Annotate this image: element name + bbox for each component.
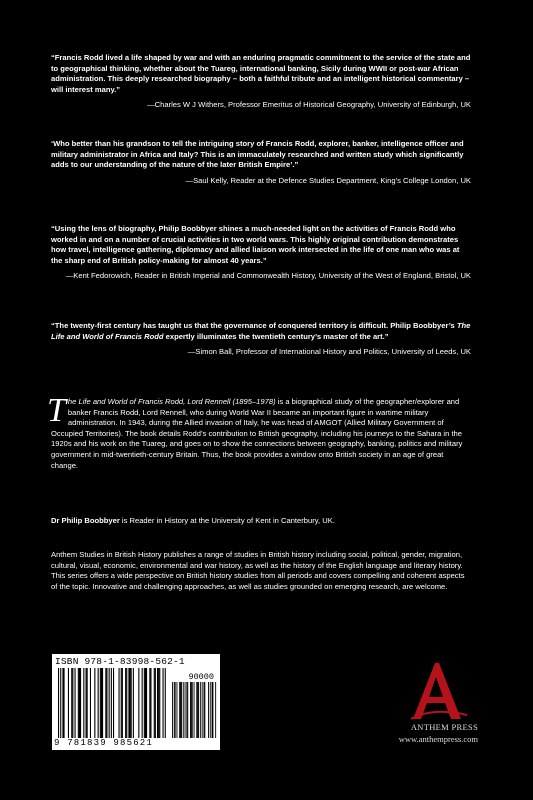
barcode-bar	[213, 682, 214, 738]
barcode-bar	[179, 682, 180, 738]
isbn-text: ISBN 978-1-83998-562-1	[55, 656, 185, 667]
barcode-bar	[204, 682, 205, 738]
barcode-bar	[122, 668, 123, 738]
drop-cap: T	[47, 392, 66, 429]
barcode-bar	[113, 668, 114, 738]
endorsement-attribution: —Saul Kelly, Reader at the Defence Studies Department, King’s College London, UK	[185, 175, 471, 185]
barcode-bar	[215, 682, 216, 738]
barcode-bar	[86, 668, 87, 738]
barcode-bar	[149, 668, 150, 738]
barcode-bar	[165, 668, 166, 738]
endorsement-kelly	[51, 139, 471, 186]
barcode-bar	[71, 668, 72, 738]
barcode-bar	[94, 668, 95, 738]
barcode-bar	[111, 668, 112, 738]
barcode-bar	[105, 668, 106, 738]
barcode-bar	[202, 682, 203, 738]
barcode-bar	[157, 668, 158, 738]
barcode-bar	[128, 668, 129, 738]
barcode-bar	[102, 668, 103, 738]
barcode-bar	[186, 682, 187, 738]
endorsement-text: “Using the lens of biography, Philip Boobbyer shines a much-needed light on the activities of Francis Rodd who worked in and on a number of crucial activities in two world wars. This highly original contribution demonstrates how travel, intelligence gathering, diplomacy and allied liaison work intersected in the life of one man who was at the sharp end of British policy-making for almost 40 years.”	[51, 224, 460, 265]
barcode-bar	[138, 668, 139, 738]
barcode-bar	[87, 668, 88, 738]
barcode-bar	[191, 682, 192, 738]
barcode-bar	[119, 668, 120, 738]
barcode-bar	[100, 668, 101, 738]
publisher-website[interactable]: www.anthempress.com	[398, 734, 478, 744]
author-description: is Reader in History at the University of Kent in Canterbury, UK.	[119, 516, 335, 525]
barcode-bar	[180, 682, 181, 738]
book-title-italic: The Life and World of Francis Rodd	[51, 321, 471, 341]
endorsement-text: “Francis Rodd lived a life shaped by war and with an enduring pragmatic commitment to the service of the state and to geographical thinking, whether about the Tuareg, international banking, Sicily during WWII or post-war African administration. This deeply researched biography – both a faithful tribute and an intelligent historical commentary – will interest many.”	[51, 53, 471, 94]
barcode-bar	[150, 668, 151, 738]
barcode-bar	[155, 668, 156, 738]
barcode-bar	[125, 668, 126, 738]
barcode-bar	[144, 668, 145, 738]
description-body: is a biographical study of the geographer/explorer and banker Francis Rodd, Lord Rennell, who during World War II became an important figure in wartime military administration. In 1943, during the Allied invasion of Italy, he was head of AMGOT (Allied Military Government of Occupied Territories). The book details Rodd’s contribution to British geography, including his journeys to the Sahara in the 1920s and his work on the Tuareg, and goes on to show the connections between geography, banking, politics and military government in mid-twentieth-century Britain. Thus, the book provides a window onto British society in an age of great change.	[51, 397, 463, 470]
series-description: Anthem Studies in British History publishes a range of studies in British history including social, political, gender, migration, cultural, visual, economic, environmental and war history, as well as the history of the English language and literary history. This series offers a wide perspective on British history studies from all periods and covers compelling and coherent aspects of the topic. Innovative and challenging approaches, as well as studies grounded on emerging research, are welcome.	[51, 550, 465, 591]
book-title-italic: he Life and World of Francis Rodd, Lord Rennell (1895–1978)	[67, 397, 276, 406]
endorsement-text-start: “The twenty-first century has taught us that the governance of conquered territory is difficult. Philip Boobbyer’s	[51, 321, 457, 330]
barcode-bar	[210, 682, 211, 738]
barcode-bar	[130, 668, 131, 738]
barcode-bar	[183, 682, 184, 738]
author-bio	[51, 516, 471, 527]
barcode-bar	[131, 668, 132, 738]
barcode-bar	[68, 668, 69, 738]
endorsement-fedorowich	[51, 224, 471, 282]
ean-barcode-bars	[58, 668, 168, 738]
endorsement-text: ‘Who better than his grandson to tell the intriguing story of Francis Rodd, explorer, banker, intelligence officer and military administrator in Africa and Italy? This is an immaculately researched and written study which significantly adds to our understanding of the nature of the later British Empire’.”	[51, 139, 464, 170]
barcode-bar	[212, 682, 213, 738]
barcode-bar	[197, 682, 198, 738]
author-name: Dr Philip Boobbyer	[51, 516, 120, 525]
barcode-bar	[64, 668, 65, 738]
barcode-bar	[121, 668, 122, 738]
addon-barcode-bars	[172, 682, 217, 738]
barcode-bar	[174, 682, 175, 738]
barcode-bar	[98, 668, 99, 738]
barcode-bar	[181, 682, 182, 738]
barcode-bar	[175, 682, 176, 738]
barcode-bar	[145, 668, 146, 738]
barcode-bar	[133, 668, 134, 738]
barcode-bar	[106, 668, 107, 738]
barcode-bar	[187, 682, 188, 738]
barcode-bar	[126, 668, 127, 738]
barcode-bar	[72, 668, 73, 738]
barcode-bar	[163, 668, 164, 738]
barcode-bar	[192, 682, 193, 738]
barcode-bar	[158, 668, 159, 738]
endorsement-attribution: —Charles W J Withers, Professor Emeritus of Historical Geography, University of Edinburgh, UK	[147, 100, 471, 110]
barcode-bar	[190, 682, 191, 738]
endorsement-withers	[51, 53, 471, 111]
barcode-bar	[146, 668, 147, 738]
barcode-bar	[159, 668, 160, 738]
barcode-bar	[109, 668, 110, 738]
endorsement-ball	[51, 321, 471, 358]
isbn-barcode	[52, 654, 220, 750]
barcode-bar	[62, 668, 63, 738]
endorsement-text	[51, 321, 471, 342]
barcode-bar	[83, 668, 84, 738]
endorsement-attribution: —Simon Ball, Professor of International History and Politics, University of Leeds, UK	[187, 347, 471, 357]
barcode-bar	[80, 668, 81, 738]
barcode-bar	[198, 682, 199, 738]
book-description	[47, 392, 471, 471]
barcode-bar	[177, 682, 178, 738]
barcode-bar	[185, 682, 186, 738]
barcode-bar	[200, 682, 201, 738]
barcode-bar	[172, 682, 173, 738]
price-code: 90000	[188, 672, 214, 682]
barcode-bar	[79, 668, 80, 738]
endorsement-attribution: —Kent Fedorowich, Reader in British Imperial and Commonwealth History, University of the West of England, Bristol, UK	[65, 271, 471, 281]
barcode-bar	[142, 668, 143, 738]
endorsement-text-end: expertly illuminates the twentieth century’s master of the art.”	[163, 331, 389, 341]
ean-digits: 9 781839 985621	[54, 738, 154, 748]
barcode-bar	[204, 682, 205, 738]
barcode-bar	[60, 668, 61, 738]
barcode-bar	[78, 668, 79, 738]
barcode-bar	[101, 668, 102, 738]
barcode-bar	[90, 668, 91, 738]
barcode-bar	[194, 682, 195, 738]
barcode-bar	[58, 668, 59, 738]
publisher-name: ANTHEM PRESS	[410, 722, 478, 732]
barcode-bar	[208, 682, 209, 738]
barcode-bar	[196, 682, 197, 738]
barcode-bar	[75, 668, 76, 738]
barcode-bar	[154, 668, 155, 738]
